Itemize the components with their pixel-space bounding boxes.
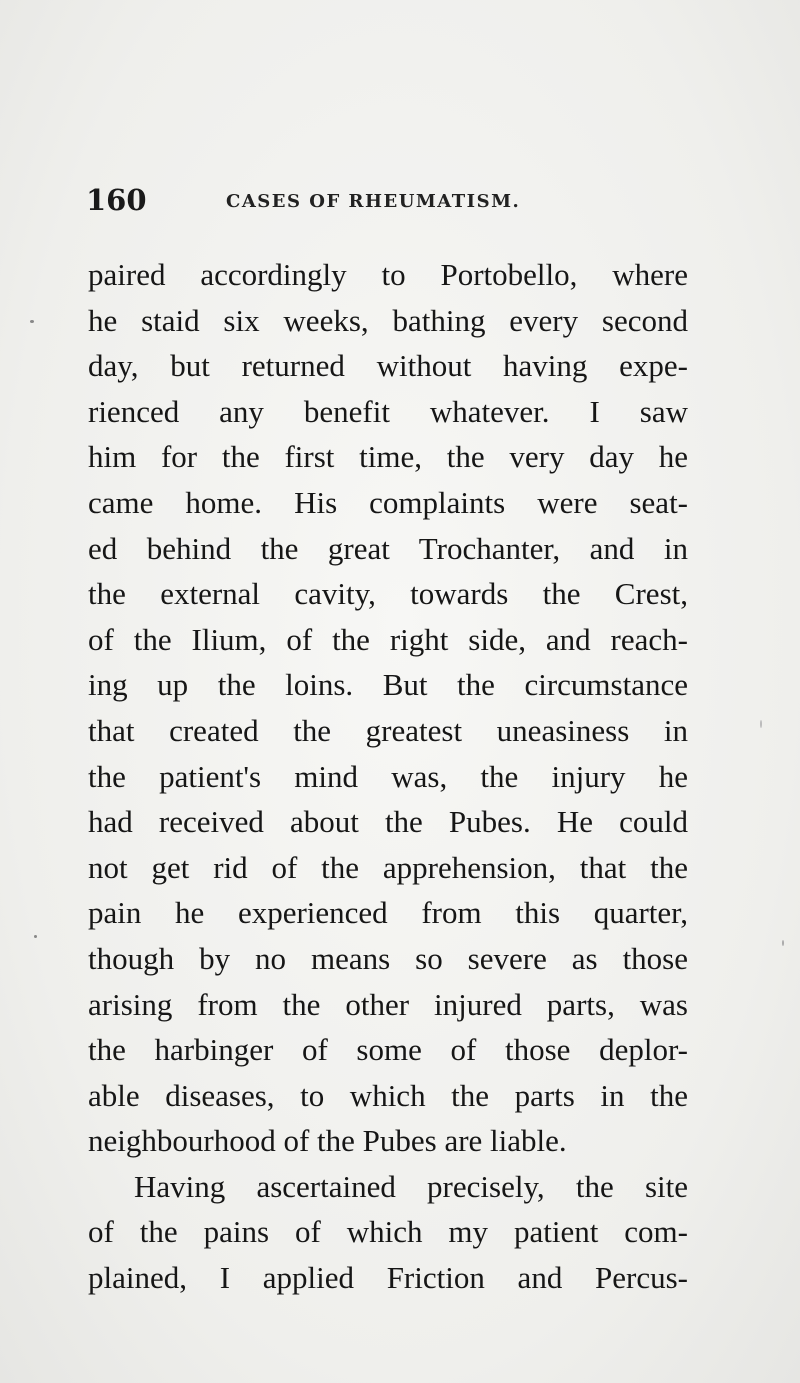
text-line: he staid six weeks, bathing every second: [88, 302, 688, 338]
text-line: though by no means so severe as those: [88, 940, 688, 976]
text-line: the external cavity, towards the Crest,: [88, 576, 688, 612]
text-line: of the pains of which my patient com-: [88, 1214, 688, 1250]
paragraph-end-line: neighbourhood of the Pubes are liable.: [88, 1123, 567, 1159]
text-line: pain he experienced from this quarter,: [88, 895, 688, 931]
text-line: able diseases, to which the parts in the: [88, 1077, 688, 1113]
page-number: 160: [86, 183, 147, 217]
paragraph-start-line: Having ascertained precisely, the site: [134, 1168, 688, 1204]
text-line: paired accordingly to Portobello, where: [88, 257, 688, 292]
text-line: plained, I applied Friction and Percus-: [88, 1260, 688, 1296]
text-line: day, but returned without having expe-: [88, 348, 688, 384]
text-line: that created the greatest uneasiness in: [88, 712, 688, 748]
text-line: the harbinger of some of those deplor-: [88, 1032, 688, 1068]
text-line: came home. His complaints were seat-: [88, 484, 688, 520]
text-line: arising from the other injured parts, was: [88, 986, 688, 1022]
body-text: [88, 252, 688, 1301]
text-line: ed behind the great Trochanter, and in: [88, 530, 688, 566]
page-header: [86, 180, 706, 220]
text-line: him for the first time, the very day he: [88, 439, 688, 475]
text-line: ing up the loins. But the circumstance: [88, 667, 688, 703]
running-head: CASES OF RHEUMATISM.: [226, 191, 521, 212]
text-line: of the Ilium, of the right side, and reach-: [88, 621, 688, 657]
paper-speck: [782, 940, 784, 946]
text-line: the patient's mind was, the injury he: [88, 758, 688, 794]
text-line: rienced any benefit whatever. I saw: [88, 393, 688, 429]
text-line: had received about the Pubes. He could: [88, 804, 688, 840]
paper-speck: [30, 320, 34, 323]
paper-speck: [760, 720, 762, 728]
text-line: not get rid of the apprehension, that the: [88, 849, 688, 885]
paper-speck: [34, 935, 37, 938]
